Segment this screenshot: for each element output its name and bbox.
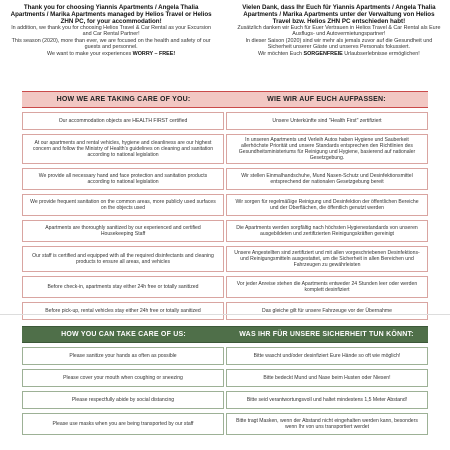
care-row-en: Before pick-up, rental vehicles stay either 24h free or totally sanitized (22, 302, 224, 320)
intro-de-lead: Vielen Dank, dass Ihr Euch für Yiannis Apartments / Angela Thalia Apartments / Marika Apartments unter der Verwaltung von Helios Travel bzw. Helios ZHN PC entschieden habt! (242, 4, 436, 25)
guest-row-de: Bitte seid verantwortungsvoll und haltet mindestens 1,5 Meter Abstand! (226, 391, 428, 409)
care-row-de: Unsere Unterkünfte sind "Health First" zertifiziert (226, 112, 428, 130)
care-table (22, 91, 428, 320)
care-table-header (22, 91, 428, 108)
guest-care-table (22, 326, 428, 435)
intro-de-p2: In dieser Saison (2020) sind wir mehr als jemals zuvor auf die Gesundheit und Sicherheit unserer Gäste und unseres Personals fokussiert. (245, 37, 433, 51)
intro-en-p3 (6, 51, 216, 57)
care-header-de: WIE WIR AUF EUCH AUFPASSEN: (267, 96, 386, 103)
intro-en-lead: Thank you for choosing Yiannis Apartments / Angela Thalia Apartments / Marika Apartments managed by Helios Travel or Helios ZHN PC, for your accommodation! (10, 4, 212, 25)
guest-care-table-header (22, 326, 428, 343)
guest-header-en: HOW YOU CAN TAKE CARE OF US: (61, 331, 186, 338)
guest-row-de: Bitte wascht und/oder desinfiziert Eure Hände so oft wie möglich! (226, 347, 428, 365)
guest-header-de: WAS IHR FÜR UNSERE SICHERHEIT TUN KÖNNT: (239, 331, 414, 338)
care-row (22, 194, 428, 216)
intro-en-p3-strong: WORRY – FREE! (132, 50, 176, 57)
care-row-en: We provide all necessary hand and face protection and sanitation products according to national legislation (22, 168, 224, 190)
care-row-en: At our apartments and rental vehicles, hygiene and cleanliness are our highest concern and follow the Ministry of Health's guidelines on cleaning and sanitation according to national legislation (22, 134, 224, 164)
intro-en-p1: In addition, we thank you for choosing Helios Travel & Car Rental as your Excursion and Car Rental Partner! (11, 25, 212, 38)
care-header-en: HOW WE ARE TAKING CARE OF YOU: (56, 96, 191, 103)
care-row-en: Apartments are thoroughly sanitized by our experienced and certified Housekeeping Staff (22, 220, 224, 242)
intro-en-p3-prefix: We want to make your experiences (47, 50, 133, 57)
care-row (22, 112, 428, 130)
guest-row-de: Bitte bedeckt Mund und Nase beim Husten oder Niesen! (226, 369, 428, 387)
care-row-en: Our staff is certified and equipped with all the required disinfectants and cleaning products to ensure all areas, and vehicles (22, 246, 224, 272)
guest-row-en: Please cover your mouth when coughing or sneezing (22, 369, 224, 387)
intro-german (234, 4, 444, 57)
care-row-de: In unseren Apartments und Verleih Autos haben Hygiene und Sauberkeit allerhöchste Priorität und unsere Standards entsprechen den Richtlinien des Gesundheitsministeriums für Reinigung und Hygiene, basierend auf nationaler Gesetzgebung. (226, 134, 428, 164)
intro-section (6, 4, 444, 57)
intro-de-p3 (234, 51, 444, 57)
care-row-en: Before check-in, apartments stay either 24h free or totally sanitized (22, 276, 224, 298)
care-row-de: Das gleiche gilt für unsere Fahrzeuge vor der Übernahme (226, 302, 428, 320)
guest-row-en: Please use masks when you are being transported by our staff (22, 413, 224, 435)
care-row (22, 134, 428, 164)
intro-de-p1: Zusätzlich danken wir Euch für Euer Vertrauen in Helios Travel & Car Rental als Eure Ausflugs- und Autovermietungspartner! (237, 25, 441, 38)
care-row (22, 168, 428, 190)
care-row (22, 246, 428, 272)
section-divider (0, 314, 450, 315)
intro-de-p3-strong: SORGENFREIE (303, 50, 343, 57)
care-row (22, 276, 428, 298)
care-row-en: We provide frequent sanitation on the common areas, more publicly used surfaces on the objects used (22, 194, 224, 216)
intro-de-p3-suffix: Urlaubserlebnisse ermöglichen! (342, 50, 420, 57)
care-row-de: Die Apartments werden sorgfältig nach höchsten Hygienestandards von unseren ausgebildeten und zertifizierten Reinigungskräften gereinigt (226, 220, 428, 242)
care-row-de: Unsere Angestellten sind zertifiziert und mit allen vorgeschriebenen Desinfektions- und Reinigungsmitteln ausgestattet, um die Sicherheit in allen Bereichen und Fahrzeugen zu gewährleisten (226, 246, 428, 272)
guest-row-en: Please respectfully abide by social distancing (22, 391, 224, 409)
care-row-de: Wir stellen Einmalhandschuhe, Mund Nasen-Schutz und Desinfektionsmittel entsprechend der nationalen Gesetzgebung bereit (226, 168, 428, 190)
guest-row (22, 391, 428, 409)
guest-row (22, 413, 428, 435)
guest-row (22, 347, 428, 365)
intro-en-p2: This season (2020), more than ever, we are focused on the health and safety of our guests and personnel. (11, 37, 211, 51)
guest-row (22, 369, 428, 387)
guest-row-de: Bitte tragt Masken, wenn der Abstand nicht eingehalten werden kann, besonders wenn Ihr von uns transportiert werdet (226, 413, 428, 435)
care-row (22, 302, 428, 320)
intro-de-p3-prefix: Wir möchten Euch (257, 50, 304, 57)
guest-row-en: Please sanitize your hands as often as possible (22, 347, 224, 365)
care-row-en: Our accommodation objects are HEALTH FIRST certified (22, 112, 224, 130)
care-row-de: Vor jeder Anreise stehen die Apartments entweder 24 Stunden leer oder werden komplett desinfiziert (226, 276, 428, 298)
intro-english (6, 4, 216, 57)
care-row (22, 220, 428, 242)
care-row-de: Wir sorgen für regelmäßige Reinigung und Desinfektion der öffentlichen Bereiche und der Oberflächen, die öffentlich genutzt werden (226, 194, 428, 216)
